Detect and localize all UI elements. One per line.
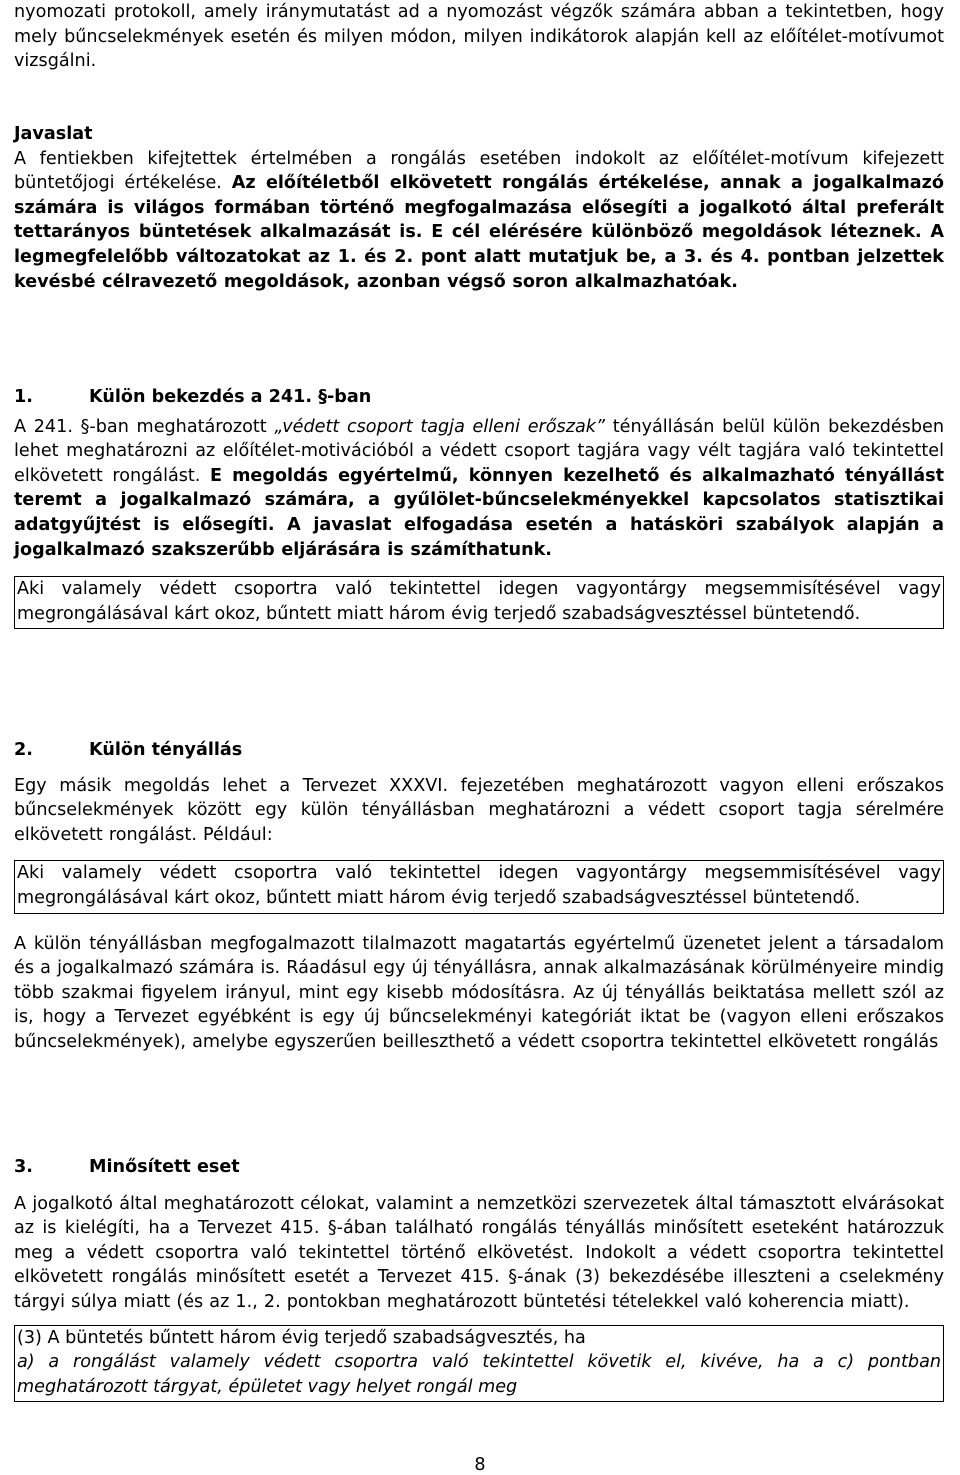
section-1 (14, 385, 944, 629)
section-1-heading (14, 385, 944, 410)
section-2-paragraph: Egy másik megoldás lehet a Tervezet XXXVI. fejezetében meghatározott vagyon elleni erőszakos bűncselekmények között egy külön tényállásban meghatározni a védett csoport tagja sérelmére elkövetett rongálást. Például: (14, 775, 944, 845)
section-3-box (14, 1325, 944, 1403)
section-3-box-line-2: a) a rongálást valamely védett csoportra való tekintettel követik el, kivéve, ha a c) pontban meghatározott tárgyat, épületet vagy helyet rongál meg (17, 1352, 941, 1397)
section-2-heading (14, 738, 944, 763)
javaslat-text-b: Az előítéletből elkövetett rongálás értékelése, annak a jogalkalmazó számára is világos formában történő megfogalmazása elősegíti a jogalkotó által preferált tettarányos büntetések alkalmazását is. E cél elérésére különböző megoldások léteznek. A legmegfelelőbb változatokat az 1. és 2. pont alatt mutatjuk be, a 3. és 4. pontban jelzettek kevésbé célravezető megoldások, azonban végső soron alkalmazhatóak. (14, 173, 944, 292)
section-3-paragraph: A jogalkotó által meghatározott célokat, valamint a nemzetközi szervezetek által támasztott elvárásokat az is kielégíti, ha a Tervezet 415. §-ában található rongálás tényállás minősített eseteként határozzuk meg a védett csoportra való tekintettel történő elkövetést. Indokolt a védett csoportra tekintettel elkövetett rongálás minősített esetét a Tervezet 415. §-ának (3) bekezdésébe illeszteni a cselekmény tárgyi súlya miatt (és az 1., 2. pontokban meghatározott büntetési tételekkel való koherencia miatt). (14, 1193, 944, 1312)
section-1-text-b: „védett csoport tagja elleni erőszak” (274, 416, 606, 437)
intro-paragraph: nyomozati protokoll, amely iránymutatást ad a nyomozást végzők számára abban a tekintetben, hogy mely bűncselekmények esetén és milyen módon, milyen indikátorok alapján kell az előítélet-motívumot vizsgálni. (14, 2, 944, 72)
section-3-title: Minősített eset (89, 1157, 240, 1177)
section-1-text-c: tényállásán belül külön bekezdésben lehet meghatározni az előítélet-motivációból a védett csoport tagjára vagy vélt tagjára való tekintettel elkövetett rongálást. (14, 416, 944, 486)
section-3-heading (14, 1155, 944, 1180)
section-3-box-line-1: (3) A büntetés bűntett három évig terjedő szabadságvesztés, ha (17, 1327, 586, 1348)
javaslat-section (14, 122, 944, 294)
section-2 (14, 738, 944, 1055)
section-1-text-a: A 241. §-ban meghatározott (14, 416, 275, 437)
section-2-title: Külön tényállás (89, 740, 243, 760)
javaslat-paragraph (14, 147, 944, 295)
section-1-paragraph (14, 415, 944, 563)
javaslat-heading: Javaslat (14, 124, 93, 144)
section-2-paragraph-2: A külön tényállásban megfogalmazott tilalmazott magatartás egyértelmű üzenetet jelent a társadalom és a jogalkalmazó számára is. Ráadásul egy új tényállásra, annak alkalmazásának körülményeire mindig több szakmai figyelem irányul, mint egy kisebb módosításra. Az új tényállás beiktatása mellett szól az is, hogy a Tervezet egyébként is egy új bűncselekményi kategóriát iktat be (vagyon elleni erőszakos bűncselekmények), amelybe egyszerűen beilleszthető a védett csoportra tekintettel elkövetett rongálás (14, 933, 944, 1052)
section-2-number: 2. (14, 740, 33, 760)
javaslat-text-a: A fentiekben kifejtettek értelmében a rongálás esetében indokolt az előítélet-motívum kifejezett büntetőjogi értékelése. (14, 148, 944, 194)
section-3 (14, 1155, 944, 1402)
section-1-text-d: E megoldás egyértelmű, könnyen kezelhető és alkalmazható tényállást teremt a jogalkalmazó számára, a gyűlölet-bűncselekményekkel kapcsolatos statisztikai adatgyűjtést is elősegíti. A javaslat elfogadása esetén a hatásköri szabályok alapján a jogalkalmazó szakszerűbb eljárására is számíthatunk. (14, 465, 944, 560)
section-1-box: Aki valamely védett csoportra való tekintettel idegen vagyontárgy megsemmisítésével vagy megrongálásával kárt okoz, bűntett miatt három évig terjedő szabadságvesztéssel büntetendő. (14, 576, 944, 629)
page-number: 8 (474, 1455, 486, 1475)
section-2-box: Aki valamely védett csoportra való tekintettel idegen vagyontárgy megsemmisítésével vagy megrongálásával kárt okoz, bűntett miatt három évig terjedő szabadságvesztéssel büntetendő. (14, 860, 944, 913)
section-3-number: 3. (14, 1157, 33, 1177)
section-1-number: 1. (14, 387, 33, 407)
section-1-title: Külön bekezdés a 241. §-ban (89, 387, 372, 407)
